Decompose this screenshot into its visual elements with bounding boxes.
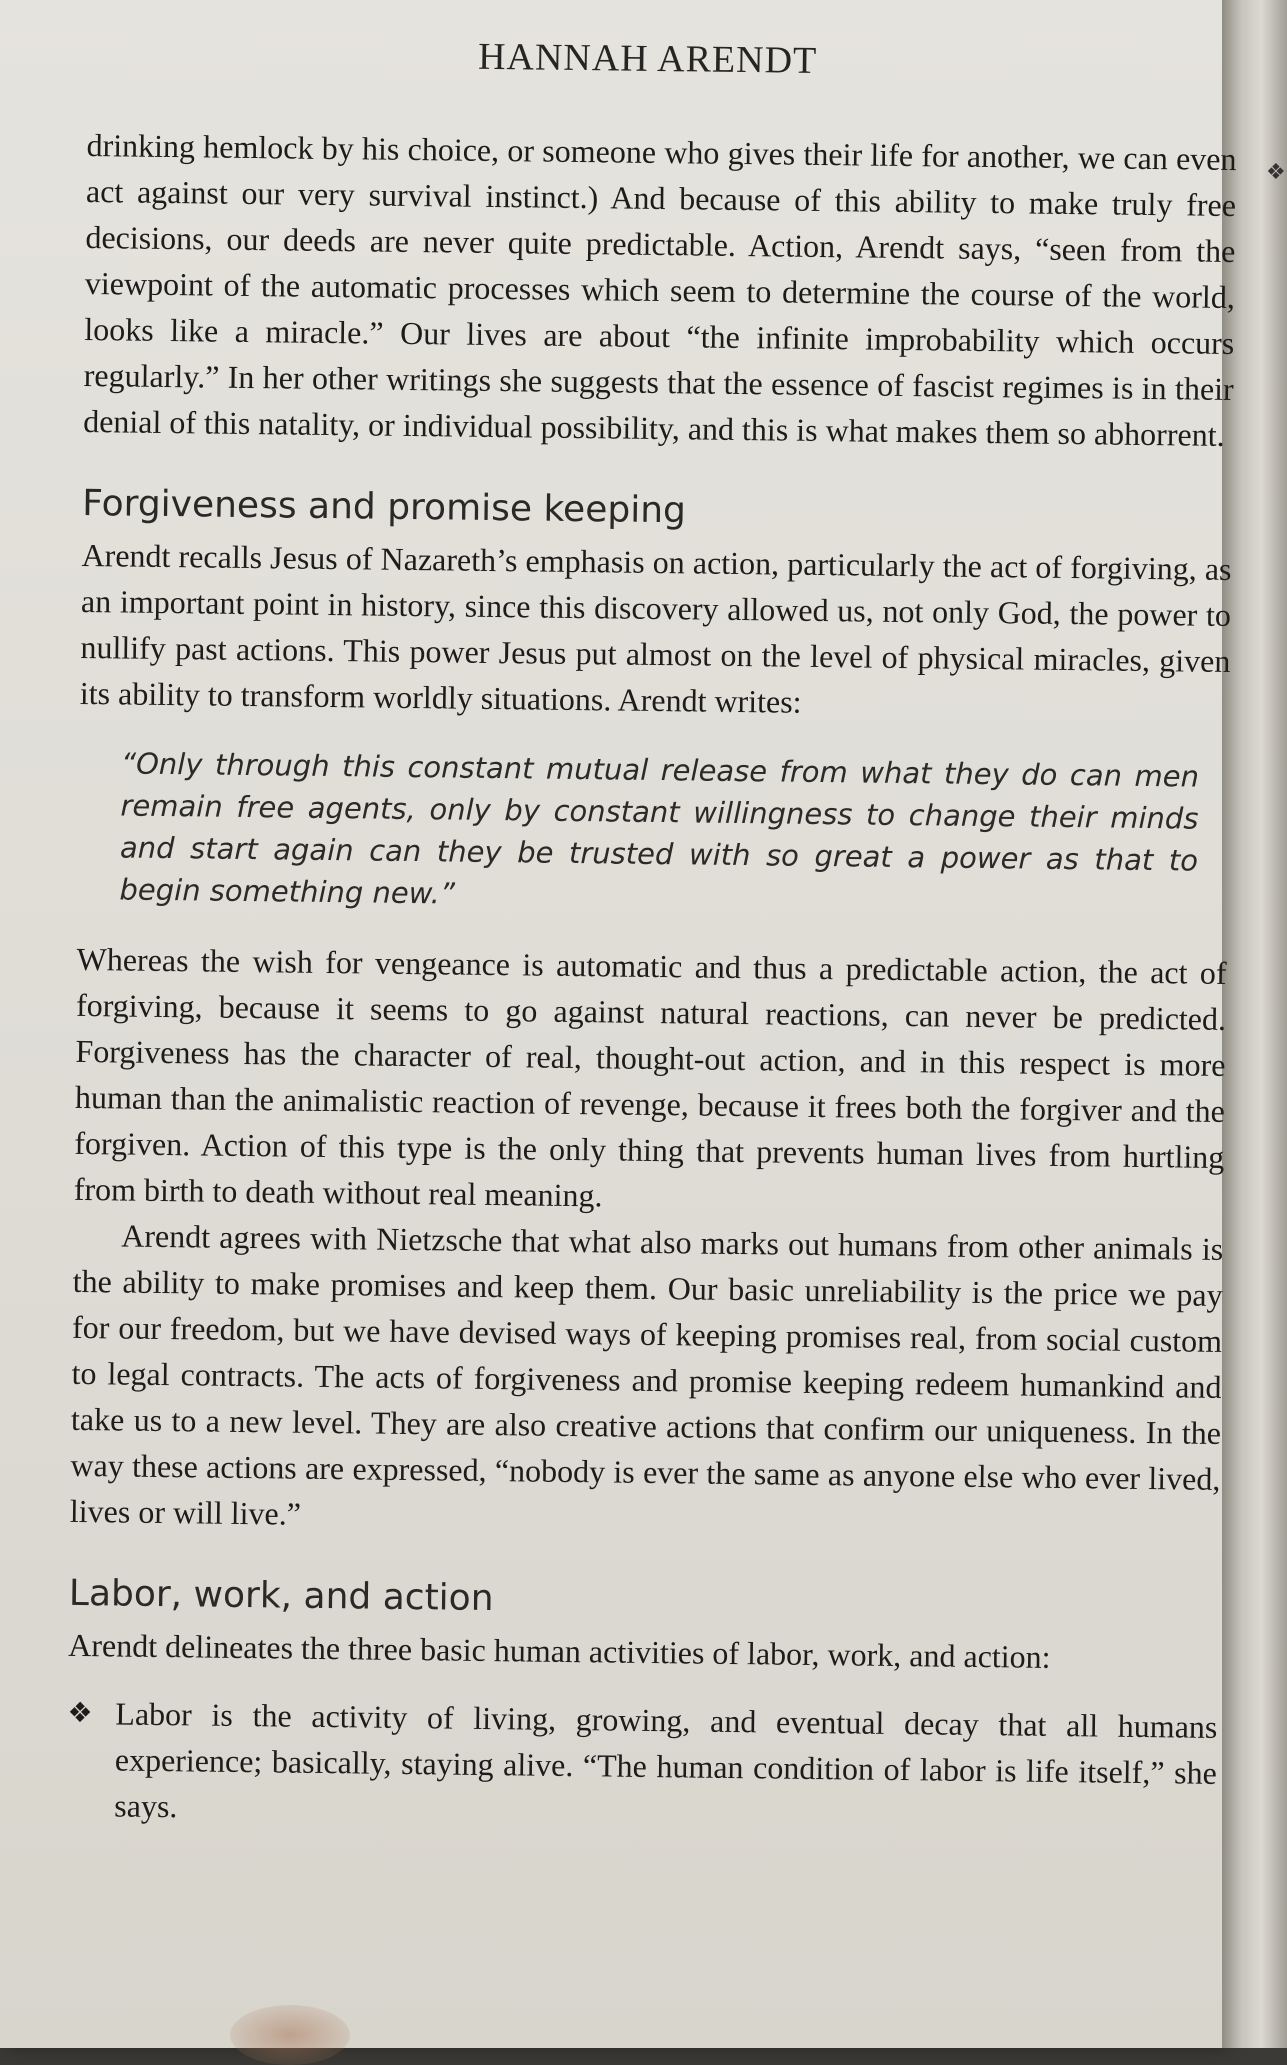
section-heading-labor: Labor, work, and action [68,1572,494,1620]
finger-shadow [230,2005,350,2065]
diamond-ornament-icon: ❖ [1266,160,1286,185]
body-paragraph-natality: drinking hemlock by his choice, or someone who gives their life for another, we can even act against our very survival instinct.) And because of this ability to make truly free decisions, our deeds are never quite predictable. Action, Arendt says, “seen from the viewpoint of the automatic processes which seem to determine the course of the world, looks like a miracle.” Our lives are about “the infinite improbability which occurs regularly.” In her other writings she suggests that the essence of fascist regimes is in their denial of this natality, or individual possibility, and this is what makes them so abhorrent. [83,126,1237,453]
section-heading-forgiveness: Forgiveness and promise keeping [81,482,687,532]
running-head: HANNAH ARENDT [477,35,818,82]
body-paragraph-activities: Arendt delineates the three basic human activities of labor, work, and action: [68,1626,1051,1675]
activity-list [66,1690,1218,1842]
page-content [66,30,1238,1842]
diamond-bullet-icon: ❖ [67,1695,93,1730]
list-item [66,1690,1218,1842]
body-paragraph-nietzsche: Arendt agrees with Nietzsche that what also marks out humans from other animals is the ability to make promises and keep them. Our basic unreliability is the price we pay for our freedom, but we have devised ways of keeping promises real, from social custom to legal contracts. The acts of forgiveness and promise keeping redeem humankind and take us to a new level. They are also creative actions that confirm our uniqueness. In the way these actions are expressed, “nobody is ever the same as anyone else who ever lived, lives or will live.” [69,1217,1224,1532]
body-paragraph-vengeance: Whereas the wish for vengeance is automatic and thus a predictable action, the act of forgiving, because it seems to go against natural reactions, can never be predicted. Forgiveness has the character of real, thought-out action, and in this respect is more human than the animalistic reaction of revenge, because it frees both the forgiver and the forgiven. Action of this type is the only thing that prevents human lives from hurtling from birth to death without real meaning. [73,940,1227,1214]
block-quote: “Only through this constant mutual release from what they do can men remain free agents, only by constant willingness to change their minds and start again can they be trusted with so great a power as that to begin something new.” [119,746,1200,911]
list-item-text: Labor is the activity of living, growing, and eventual decay that all humans experience; basically, staying alive. “The human condition of labor is life itself,” she says. [114,1695,1218,1825]
body-paragraph-jesus: Arendt recalls Jesus of Nazareth’s emphasis on action, particularly the act of forgiving, as an important point in history, since this discovery allowed us, not only God, the power to nullify past actions. This power Jesus put almost on the level of physical miracles, given its ability to transform worldly situations. Arendt writes: [79,536,1232,720]
